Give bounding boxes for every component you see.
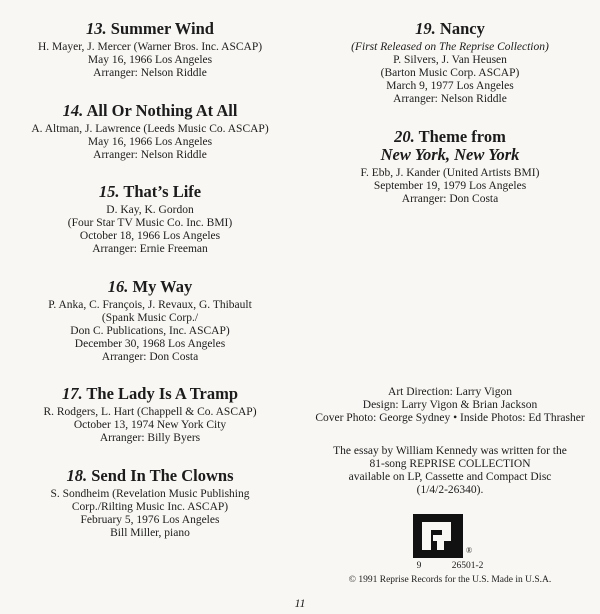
track-credit-line: S. Sondheim (Revelation Music Publishing: [50, 488, 250, 500]
reprise-logo-graphic: [413, 514, 463, 558]
track-18: [0, 467, 300, 540]
track-13: [0, 20, 300, 80]
track-credit-line: Arranger: Ernie Freeman: [92, 243, 208, 255]
track-release-note: (First Released on The Reprise Collection): [351, 41, 549, 53]
catalog-number: [300, 561, 600, 571]
track-credit-line: February 5, 1976 Los Angeles: [80, 514, 220, 526]
essay-line: 81-song REPRISE COLLECTION: [369, 458, 531, 470]
track-credit-line: (Four Star TV Music Co. Inc. BMI): [67, 217, 233, 229]
track-title: 16. My Way: [107, 277, 193, 296]
reprise-logo-icon: [413, 514, 463, 558]
left-column: [0, 20, 300, 540]
track-credit-line: Corp./Rilting Music Inc. ASCAP): [71, 501, 229, 513]
copyright-notice: © 1991 Reprise Records for the U.S. Made in U.S.A.: [348, 575, 552, 585]
track-credit-line: May 16, 1966 Los Angeles: [87, 54, 213, 66]
track-title: 18. Send In The Clowns: [66, 466, 234, 485]
track-20: [300, 128, 600, 206]
track-19: [300, 20, 600, 106]
track-credit-line: Arranger: Nelson Riddle: [93, 149, 207, 161]
track-17: [0, 385, 300, 445]
track-credit-line: Arranger: Billy Byers: [99, 432, 201, 444]
track-credit-line: A. Altman, J. Lawrence (Leeds Music Co. ASCAP): [31, 123, 269, 135]
track-title: 13. Summer Wind: [86, 19, 214, 38]
track-credit-line: Bill Miller, piano: [110, 527, 190, 539]
track-credit-line: October 13, 1974 New York City: [73, 419, 227, 431]
track-credit-line: F. Ebb, J. Kander (United Artists BMI): [360, 167, 540, 179]
track-credit-line: Arranger: Nelson Riddle: [93, 67, 207, 79]
right-column: [300, 20, 600, 206]
essay-line: The essay by William Kennedy was written for the: [333, 445, 567, 457]
track-credit-line: Arranger: Don Costa: [401, 193, 499, 205]
page-number: 11: [294, 596, 306, 610]
production-credits: [300, 386, 600, 425]
credit-line: Art Direction: Larry Vigon: [388, 386, 512, 398]
registered-mark: ®: [466, 546, 473, 555]
track-credit-line: September 19, 1979 Los Angeles: [373, 180, 527, 192]
catalog-code: 26501-2: [451, 561, 484, 571]
track-credit-line: (Barton Music Corp. ASCAP): [380, 67, 520, 79]
track-credit-line: Arranger: Nelson Riddle: [393, 93, 507, 105]
catalog-prefix: 9: [416, 561, 422, 571]
track-title: 17. The Lady Is A Tramp: [61, 384, 239, 403]
track-credit-line: December 30, 1968 Los Angeles: [74, 338, 226, 350]
track-credit-line: R. Rodgers, L. Hart (Chappell & Co. ASCAP): [43, 406, 257, 418]
track-credit-line: H. Mayer, J. Mercer (Warner Bros. Inc. ASCAP): [37, 41, 263, 53]
track-title: 14. All Or Nothing At All: [62, 101, 238, 120]
track-title: 15. That’s Life: [98, 182, 202, 201]
track-credit-line: May 16, 1966 Los Angeles: [87, 136, 213, 148]
track-15: [0, 183, 300, 256]
track-title: 19. Nancy: [415, 19, 485, 38]
track-credit-line: Arranger: Don Costa: [101, 351, 199, 363]
track-16: [0, 278, 300, 364]
essay-line: (1/4/2-26340).: [416, 484, 484, 496]
track-credit-line: March 9, 1977 Los Angeles: [386, 80, 514, 92]
essay-line: available on LP, Cassette and Compact Disc: [348, 471, 552, 483]
essay-note: [300, 445, 600, 497]
track-credit-line: D. Kay, K. Gordon: [106, 204, 194, 216]
track-14: [0, 102, 300, 162]
credit-line: Design: Larry Vigon & Brian Jackson: [362, 399, 538, 411]
track-credit-line: P. Anka, C. François, J. Revaux, G. Thibault: [48, 299, 252, 311]
credit-line: Cover Photo: George Sydney • Inside Photos: Ed Thrasher: [315, 412, 585, 424]
track-credit-line: (Spank Music Corp./: [101, 312, 199, 324]
track-credit-line: Don C. Publications, Inc. ASCAP): [70, 325, 230, 337]
track-credit-line: P. Silvers, J. Van Heusen: [393, 54, 507, 66]
track-title: 20. Theme from New York, New York: [380, 127, 520, 164]
track-credit-line: October 18, 1966 Los Angeles: [79, 230, 221, 242]
